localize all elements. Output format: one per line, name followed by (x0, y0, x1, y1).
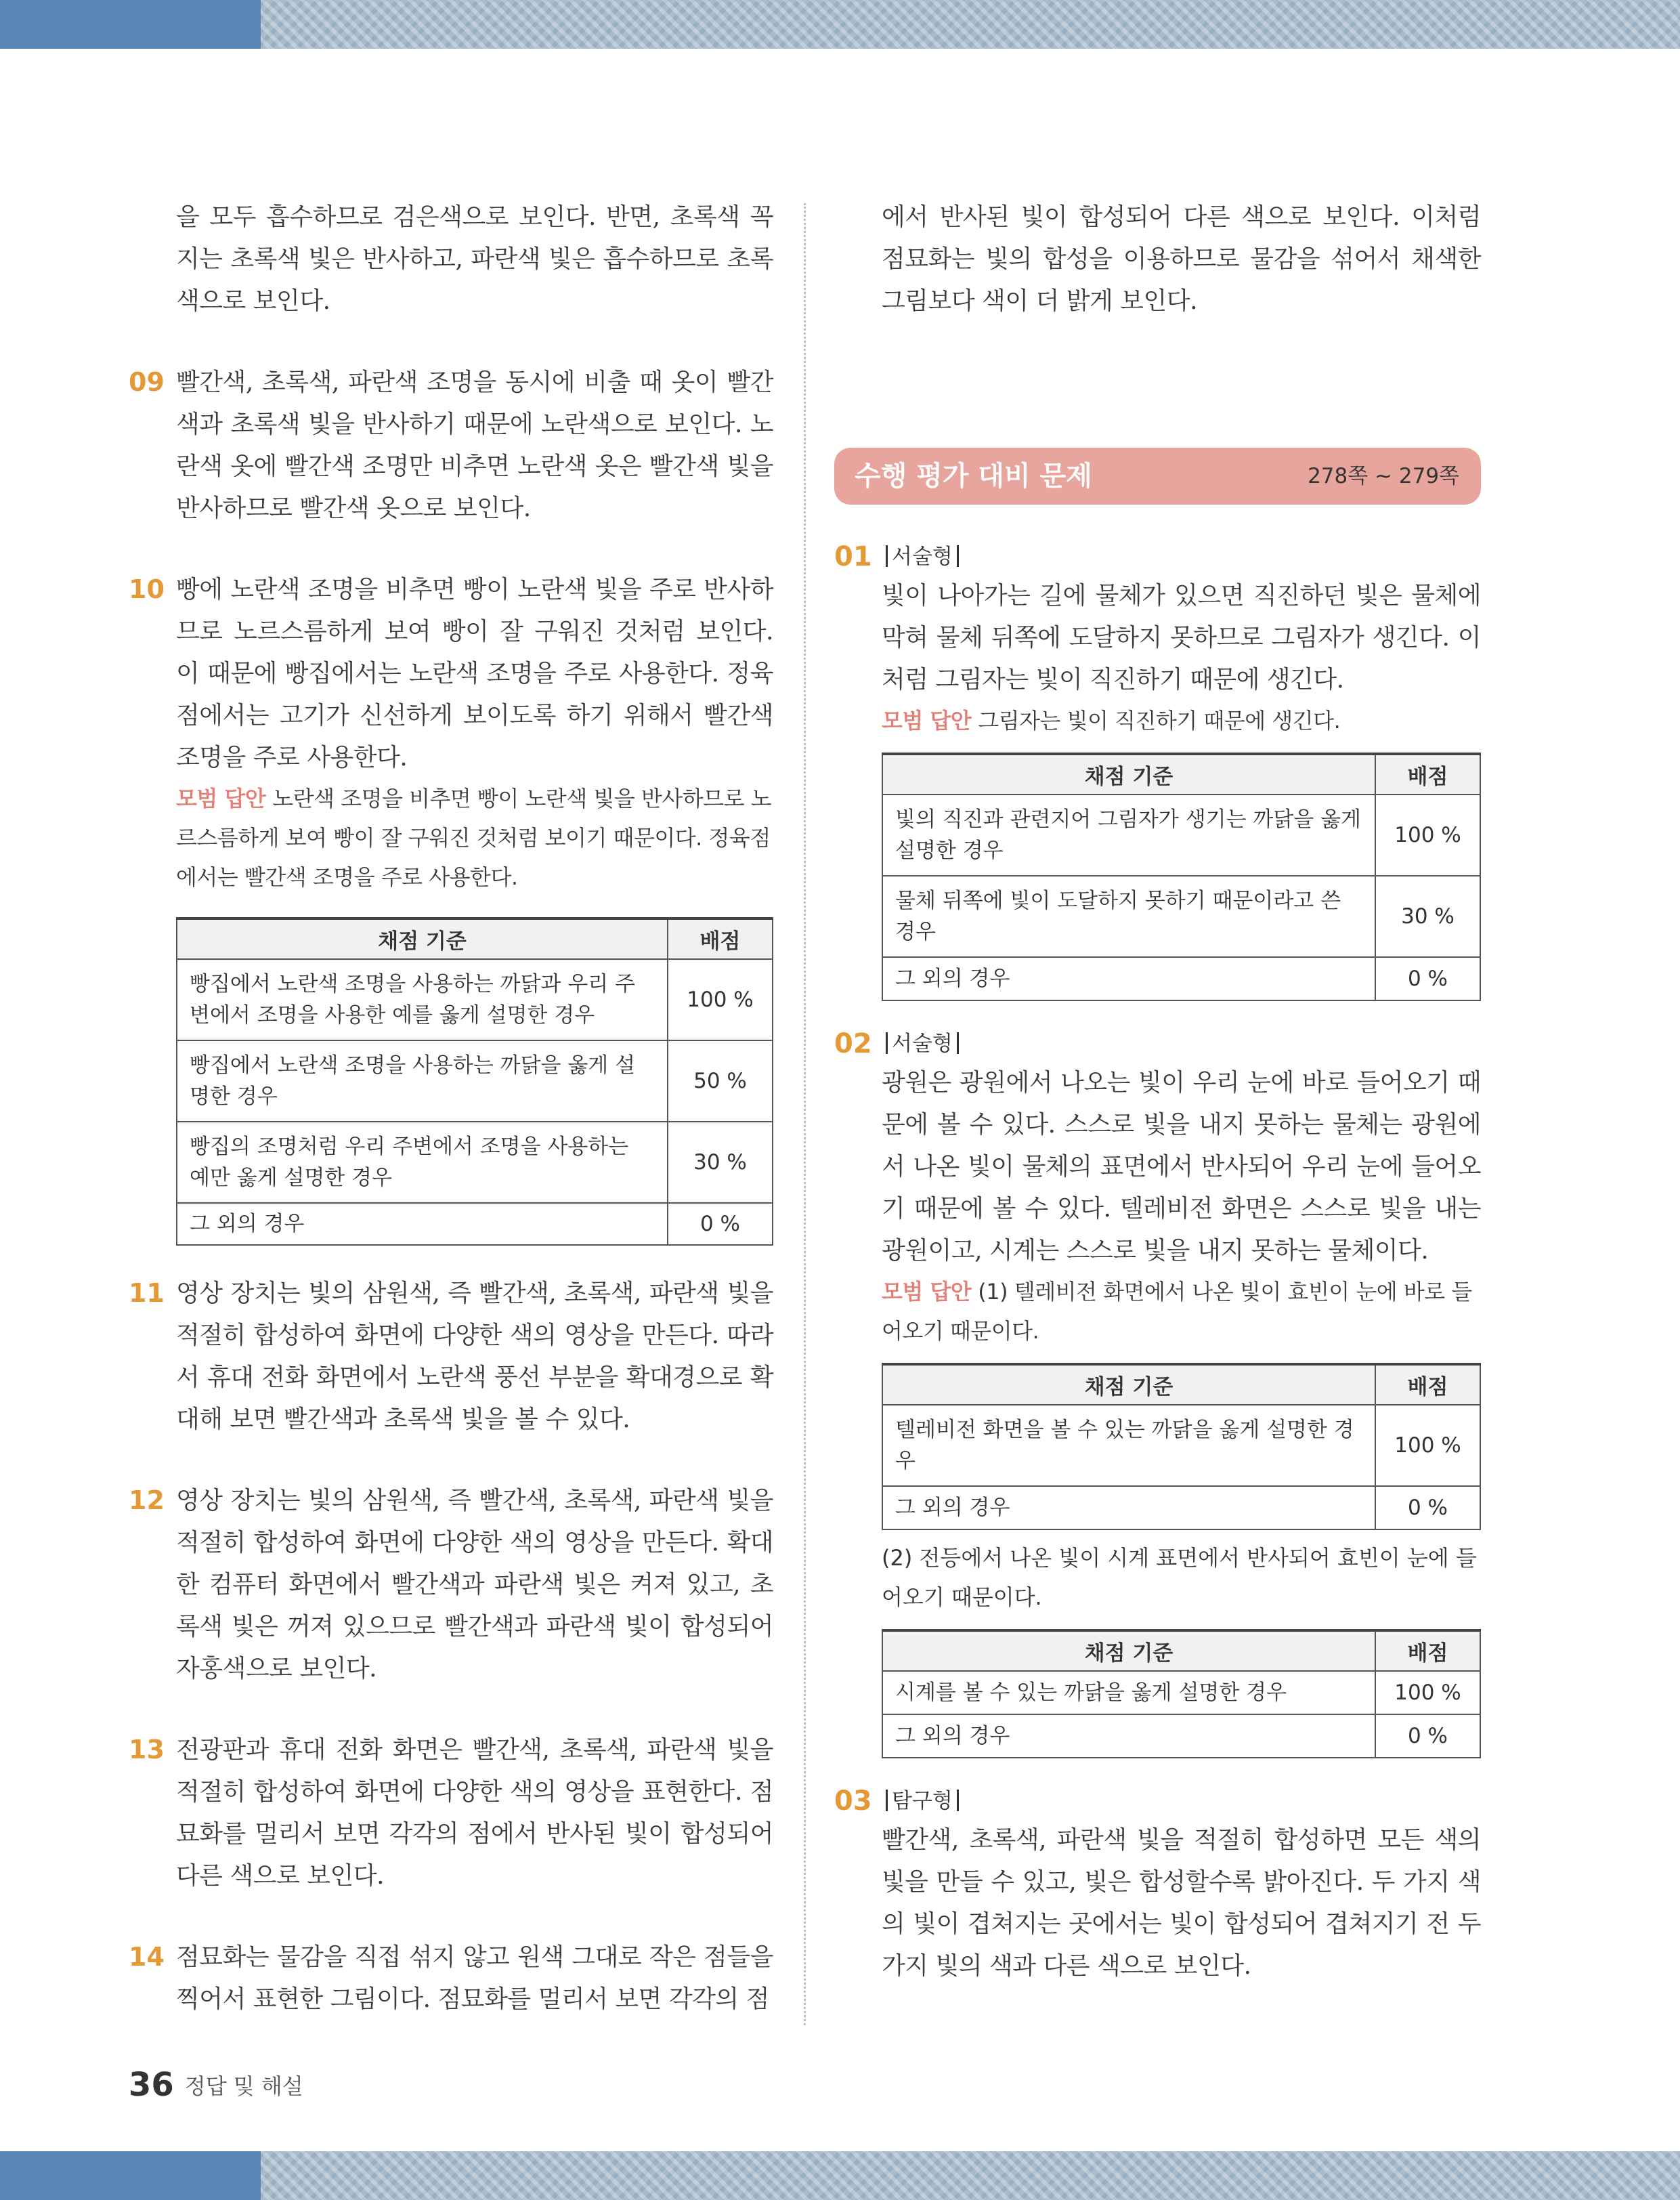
scoring-table (176, 917, 773, 1246)
answer-item-13 (129, 1729, 773, 1897)
model-answer-text: 그림자는 빛이 직진하기 때문에 생긴다. (978, 708, 1341, 734)
points-cell: 0 % (668, 1203, 773, 1245)
criteria-cell: 그 외의 경우 (882, 957, 1375, 1000)
sub-answer-2: (2) 전등에서 나온 빛이 시계 표면에서 반사되어 효빈이 눈에 들어오기 때문이다. (882, 1545, 1477, 1610)
item-text: 빨간색, 초록색, 파란색 조명을 동시에 비출 때 옷이 빨간색과 초록색 빛을 반사하기 때문에 노란색으로 보인다. 노란색 옷에 빨간색 조명만 비추면 노란색 옷은 빨간색 빛을 반사하므로 빨간색 옷으로 보인다. (176, 368, 773, 522)
item-text: 영상 장치는 빛의 삼원색, 즉 빨간색, 초록색, 파란색 빛을 적절히 합성하여 화면에 다양한 색의 영상을 만든다. 확대한 컴퓨터 화면에서 빨간색과 파란색 빛은 켜져 있고, 초록색 빛은 꺼져 있으므로 빨간색과 파란색 빛이 합성되어 자홍색으로 보인다. (176, 1487, 773, 1683)
question-type (882, 538, 1481, 575)
points-header: 배점 (668, 918, 773, 959)
points-cell: 100 % (1375, 795, 1480, 876)
item-text: 점묘화는 물감을 직접 섞지 않고 원색 그대로 작은 점들을 찍어서 표현한 그림이다. 점묘화를 멀리서 보면 각각의 점 (176, 1943, 773, 2013)
question-type (882, 1025, 1481, 1062)
criteria-header: 채점 기준 (882, 1630, 1375, 1671)
criteria-cell: 그 외의 경우 (177, 1203, 668, 1245)
footer-label: 정답 및 해설 (184, 2073, 303, 2099)
answer-item-10 (129, 569, 773, 1246)
points-cell: 50 % (668, 1040, 773, 1122)
page-footer (129, 2066, 303, 2104)
answer-item-12 (129, 1480, 773, 1690)
question-answer-text: 빨간색, 초록색, 파란색 빛을 적절히 합성하면 모든 색의 빛을 만들 수 있고, 빛은 합성할수록 밝아진다. 두 가지 색의 빛이 겹쳐지는 곳에서는 빛이 합성되어 겹쳐지기 전 두 가지 빛의 색과 다른 색으로 보인다. (882, 1826, 1481, 1980)
type-bar-right (957, 1032, 959, 1054)
answer-item-14 (129, 1937, 773, 2021)
points-cell: 0 % (1375, 957, 1480, 1000)
scoring-table (882, 753, 1481, 1001)
item-text: 전광판과 휴대 전화 화면은 빨간색, 초록색, 파란색 빛을 적절히 합성하여 화면에 다양한 색의 영상을 표현한다. 점묘화를 멀리서 보면 각각의 점에서 반사된 빛이 합성되어 다른 색으로 보인다. (176, 1736, 773, 1890)
criteria-cell: 빛의 직진과 관련지어 그림자가 생기는 까닭을 옳게 설명한 경우 (882, 795, 1375, 876)
points-cell: 100 % (1375, 1405, 1480, 1486)
points-header: 배점 (1375, 1630, 1480, 1671)
model-answer (882, 701, 1481, 740)
question-03 (834, 1783, 1481, 1987)
points-cell: 100 % (668, 959, 773, 1040)
question-02 (834, 1025, 1481, 1758)
bottom-decorative-band (0, 2151, 1680, 2200)
model-answer (882, 1272, 1481, 1351)
criteria-cell: 텔레비전 화면을 볼 수 있는 까닭을 옳게 설명한 경우 (882, 1405, 1375, 1486)
model-answer-text: 노란색 조명을 비추면 빵이 노란색 빛을 반사하므로 노르스름하게 보여 빵이 잘 구워진 것처럼 보이기 때문이다. 정육점에서는 빨간색 조명을 주로 사용한다. (176, 786, 772, 890)
model-answer (176, 779, 773, 897)
question-type (882, 1783, 1481, 1819)
scoring-table-2 (882, 1629, 1481, 1758)
type-bar-left (886, 545, 888, 567)
question-answer-text: 빛이 나아가는 길에 물체가 있으면 직진하던 빛은 물체에 막혀 물체 뒤쪽에 도달하지 못하므로 그림자가 생긴다. 이처럼 그림자는 빛이 직진하기 때문에 생긴다. (882, 582, 1481, 694)
points-header: 배점 (1375, 1364, 1480, 1405)
model-answer-tag: 모범 답안 (882, 1279, 972, 1305)
criteria-cell: 물체 뒤쪽에 빛이 도달하지 못하기 때문이라고 쓴 경우 (882, 876, 1375, 957)
model-answer-tag: 모범 답안 (176, 786, 266, 811)
continued-paragraph: 을 모두 흡수하므로 검은색으로 보인다. 반면, 초록색 꼭지는 초록색 빛은 반사하고, 파란색 빛은 흡수하므로 초록색으로 보인다. (176, 203, 773, 315)
bottom-band-accent (0, 2151, 261, 2200)
answer-item-09 (129, 362, 773, 530)
item-number: 10 (129, 574, 165, 604)
question-number: 03 (834, 1785, 872, 1817)
points-cell: 30 % (668, 1122, 773, 1203)
model-answer-text: (1) 텔레비전 화면에서 나온 빛이 효빈이 눈에 바로 들어오기 때문이다. (882, 1279, 1472, 1344)
item-number: 13 (129, 1735, 165, 1764)
section-page-range: 278쪽 ~ 279쪽 (1308, 464, 1459, 488)
column-divider (804, 203, 806, 2025)
continued-paragraph: 에서 반사된 빛이 합성되어 다른 색으로 보인다. 이처럼 점묘화는 빛의 합성을 이용하므로 물감을 섞어서 채색한 그림보다 색이 더 밝게 보인다. (882, 203, 1481, 315)
type-bar-left (886, 1790, 888, 1811)
criteria-header: 채점 기준 (177, 918, 668, 959)
model-answer-tag: 모범 답안 (882, 708, 972, 734)
item-text: 영상 장치는 빛의 삼원색, 즉 빨간색, 초록색, 파란색 빛을 적절히 합성하여 화면에 다양한 색의 영상을 만든다. 따라서 휴대 전화 화면에서 노란색 풍선 부분을 확대경으로 확대해 보면 빨간색과 초록색 빛을 볼 수 있다. (176, 1279, 773, 1433)
item-number: 12 (129, 1485, 165, 1515)
points-header: 배점 (1375, 754, 1480, 795)
question-number: 01 (834, 541, 872, 572)
top-decorative-band (0, 0, 1680, 49)
criteria-cell: 빵집에서 노란색 조명을 사용하는 까닭과 우리 주변에서 조명을 사용한 예를 옳게 설명한 경우 (177, 959, 668, 1040)
question-01 (834, 538, 1481, 1001)
criteria-cell: 빵집에서 노란색 조명을 사용하는 까닭을 옳게 설명한 경우 (177, 1040, 668, 1122)
left-column (129, 196, 773, 2021)
section-title: 수행 평가 대비 문제 (855, 461, 1092, 492)
item-number: 11 (129, 1278, 165, 1308)
points-cell: 0 % (1375, 1486, 1480, 1529)
points-cell: 100 % (1375, 1671, 1480, 1714)
points-cell: 0 % (1375, 1714, 1480, 1758)
question-answer-text: 광원은 광원에서 나오는 빛이 우리 눈에 바로 들어오기 때문에 볼 수 있다. 스스로 빛을 내지 못하는 물체는 광원에서 나온 빛이 물체의 표면에서 반사되어 우리 눈에 들어오기 때문에 볼 수 있다. 텔레비전 화면은 스스로 빛을 내는 광원이고, 시계는 스스로 빛을 내지 못하는 물체이다. (882, 1069, 1481, 1265)
type-bar-right (957, 1790, 959, 1811)
type-bar-right (957, 545, 959, 567)
criteria-cell: 시계를 볼 수 있는 까닭을 옳게 설명한 경우 (882, 1671, 1375, 1714)
question-number: 02 (834, 1028, 872, 1059)
right-column (834, 196, 1481, 1987)
page-number: 36 (129, 2066, 174, 2104)
answer-item-11 (129, 1273, 773, 1441)
item-number: 14 (129, 1942, 165, 1972)
question-type-label: 서술형 (892, 545, 953, 569)
scoring-table-1 (882, 1363, 1481, 1530)
criteria-cell: 빵집의 조명처럼 우리 주변에서 조명을 사용하는 예만 옳게 설명한 경우 (177, 1122, 668, 1203)
points-cell: 30 % (1375, 876, 1480, 957)
top-band-accent (0, 0, 261, 49)
section-header (834, 448, 1481, 505)
type-bar-left (886, 1032, 888, 1054)
item-number: 09 (129, 367, 165, 397)
criteria-cell: 그 외의 경우 (882, 1486, 1375, 1529)
criteria-header: 채점 기준 (882, 1364, 1375, 1405)
item-text: 빵에 노란색 조명을 비추면 빵이 노란색 빛을 주로 반사하므로 노르스름하게 보여 빵이 잘 구워진 것처럼 보인다. 이 때문에 빵집에서는 노란색 조명을 주로 사용한다. 정육점에서는 고기가 신선하게 보이도록 하기 위해서 빨간색 조명을 주로 사용한다. (176, 576, 773, 771)
criteria-cell: 그 외의 경우 (882, 1714, 1375, 1758)
criteria-header: 채점 기준 (882, 754, 1375, 795)
question-type-label: 서술형 (892, 1032, 953, 1056)
question-type-label: 탐구형 (892, 1789, 953, 1813)
